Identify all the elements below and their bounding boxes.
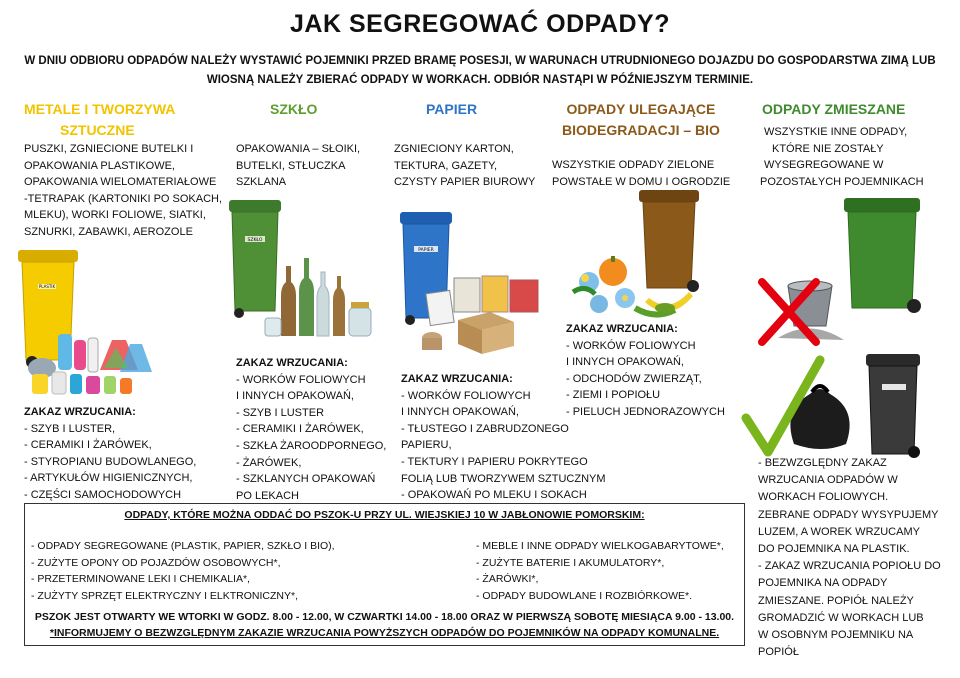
- zmieszane-note: GROMADZIĆ W WORKACH LUB: [758, 611, 924, 624]
- papier-zakaz-item: - WORKÓW FOLIOWYCH: [401, 389, 531, 402]
- metale-zakaz-item: - STYROPIANU BUDOWLANEGO,: [24, 455, 197, 468]
- heading-bio-line-1: ODPADY ULEGAJĄCE: [566, 101, 716, 117]
- szklo-zakaz-item: - WORKÓW FOLIOWYCH: [236, 373, 366, 386]
- bin-label-plastik: PLASTIK: [38, 284, 56, 289]
- zmieszane-note: - BEZWZGLĘDNY ZAKAZ: [758, 457, 887, 469]
- pszok-note: *INFORMUJEMY O BEZWZGLĘDNYM ZAKAZIE WRZUCANIA POWYŻSZYCH ODPADÓW DO POJEMNIKÓW NA ODPADY KOMUNALNE.: [49, 627, 720, 639]
- zmieszane-note: W OSOBNYM POJEMNIKU NA: [758, 629, 914, 642]
- bio-zakaz-item: - WORKÓW FOLIOWYCH: [566, 339, 696, 352]
- zmieszane-note: ZEBRANE ODPADY WYSYPUJEMY: [758, 508, 939, 521]
- zmieszane-note: DO POJEMNIKA NA PLASTIK.: [758, 543, 910, 556]
- szklo-item: BUTELKI, STŁUCZKA: [236, 159, 346, 172]
- zmieszane-note: POJEMNIKA NA ODPADY: [758, 577, 888, 590]
- pszok-item: - ODPADY BUDOWLANE I ROZBIÓRKOWE*.: [476, 590, 693, 603]
- metale-zakaz-item: - CZĘŚCI SAMOCHODOWYCH: [24, 488, 182, 501]
- papier-zakaz-item: - TŁUSTEGO I ZABRUDZONEGO: [401, 422, 569, 435]
- bio-item: WSZYSTKIE ODPADY ZIELONE: [552, 159, 715, 171]
- heading-metale-line-1: METALE I TWORZYWA: [24, 101, 176, 117]
- page-title: JAK SEGREGOWAĆ ODPADY?: [289, 10, 671, 38]
- pszok-item: - PRZETERMINOWANE LEKI I CHEMIKALIA*,: [31, 573, 250, 586]
- heading-szklo: SZKŁO: [270, 101, 318, 117]
- szklo-item: SZKLANA: [236, 176, 287, 189]
- papier-zakaz-item: FOLIĄ LUB TWORZYWEM SZTUCZNYM: [401, 472, 606, 485]
- szklo-zakaz-title: ZAKAZ WRZUCANIA:: [236, 357, 348, 369]
- papier-item: CZYSTY PAPIER BIUROWY: [394, 176, 536, 189]
- zmieszane-note: - ZAKAZ WRZUCANIA POPIOŁU DO: [758, 560, 941, 573]
- pszok-hours: PSZOK JEST OTWARTY WE WTORKI W GODZ. 8.00 - 12.00, W CZWARTKI 14.00 - 18.00 ORAZ W PIERWSZĄ SOBOTĘ MIESIĄCA 9.00 - 13.00.: [34, 611, 735, 623]
- cross-ash-icon: [758, 278, 848, 350]
- metale-zakaz-item: - ARTYKUŁÓW HIGIENICZNYCH,: [24, 472, 193, 485]
- metale-item: MLEKU), WORKI FOLIOWE, SIATKI,: [24, 209, 206, 222]
- glass-bottles-icon: [265, 258, 371, 336]
- szklo-zakaz-item: I INNYCH OPAKOWAŃ,: [236, 390, 354, 403]
- szklo-zakaz-item: PO LEKACH: [236, 489, 299, 502]
- green-mixed-bin-icon: [842, 196, 932, 316]
- heading-bio-line-2: BIODEGRADACJI – BIO: [562, 122, 720, 138]
- bio-zakaz-item: - PIELUCH JEDNORAZOWYCH: [566, 405, 725, 418]
- papier-zakaz-item: - OPAKOWAŃ PO MLEKU I SOKACH: [401, 489, 587, 502]
- metale-item: SZNURKI, ZABAWKI, AEROZOLE: [24, 225, 193, 238]
- zmieszane-notes: [758, 455, 941, 661]
- szklo-zakaz-item: - CERAMIKI I ŻARÓWEK,: [236, 423, 364, 436]
- metale-item: OPAKOWANIA PLASTIKOWE,: [24, 159, 175, 172]
- pszok-title: ODPADY, KTÓRE MOŻNA ODDAĆ DO PSZOK-U PRZY UL. WIEJSKIEJ 10 W JABŁONOWIE POMORSKIM:: [124, 509, 645, 521]
- intro-text: [20, 52, 940, 90]
- heading-zmieszane: ODPADY ZMIESZANE: [762, 101, 906, 117]
- heading-bio: [562, 99, 720, 141]
- metale-zakaz: [24, 404, 196, 504]
- szklo-zakaz-item: - ŻARÓWEK,: [236, 456, 302, 469]
- metale-item: OPAKOWANIA WIELOMATERIAŁOWE: [24, 176, 217, 189]
- bio-items: [552, 157, 730, 190]
- bio-zakaz-title: ZAKAZ WRZUCANIA:: [566, 323, 678, 335]
- papier-zakaz-item: I INNYCH OPAKOWAŃ,: [401, 406, 519, 419]
- papier-zakaz-title: ZAKAZ WRZUCANIA:: [401, 373, 513, 385]
- papier-items: [394, 141, 535, 191]
- pszok-item: - MEBLE I INNE ODPADY WIELKOGABARYTOWE*,: [476, 540, 724, 552]
- green-glass-bin-icon: [225, 196, 385, 346]
- pszok-right-list: [476, 538, 724, 605]
- szklo-item: OPAKOWANIA – SŁOIKI,: [236, 143, 361, 155]
- bin-label-papier: PAPIER: [418, 248, 434, 253]
- metale-item: -TETRAPAK (KARTONIKI PO SOKACH,: [24, 192, 223, 205]
- papier-item: ZGNIECIONY KARTON,: [394, 143, 514, 155]
- bio-zakaz-item: - ZIEMI I POPIOŁU: [566, 389, 661, 402]
- metale-item: PUSZKI, ZGNIECIONE BUTELKI I: [24, 143, 194, 155]
- pszok-item: - ŻARÓWKI*,: [476, 573, 539, 586]
- bio-zakaz: [566, 321, 725, 421]
- zmieszane-note: LUZEM, A WOREK WRZUCAMY: [758, 525, 920, 538]
- szklo-zakaz-item: - SZYB I LUSTER: [236, 406, 325, 419]
- szklo-zakaz-item: - SZKŁA ŻAROODPORNEGO,: [236, 439, 387, 452]
- zmieszane-items: [760, 124, 924, 190]
- yellow-bin-icon: [12, 240, 152, 400]
- metale-zakaz-item: - SZYB I LUSTER,: [24, 422, 116, 435]
- szklo-zakaz-item: - SZKLANYCH OPAKOWAŃ: [236, 473, 376, 486]
- pszok-item: - ZUŻYTE OPONY OD POJAZDÓW OSOBOWYCH*,: [31, 556, 281, 569]
- intro-line-1: W DNIU ODBIORU ODPADÓW NALEŻY WYSTAWIĆ POJEMNIKI PRZED BRAMĘ POSESJI, W WARUNACH UTRUDNIONEGO DOJAZDU DO GOSPODARSTWA ZIMĄ LUB: [24, 55, 936, 67]
- pszok-item: - ZUŻYTE BATERIE I AKUMULATORY*,: [476, 556, 665, 569]
- bio-item: POWSTAŁE W DOMU I OGRODZIE: [552, 175, 731, 188]
- zmieszane-item: POZOSTAŁYCH POJEMNIKACH: [760, 175, 924, 188]
- bio-zakaz-item: I INNYCH OPAKOWAŃ,: [566, 356, 684, 369]
- bio-zakaz-item: - ODCHODÓW ZWIERZĄT,: [566, 372, 702, 385]
- brown-bio-bin-icon: [565, 188, 725, 328]
- zmieszane-note: WRZUCANIA ODPADÓW W: [758, 474, 898, 487]
- pszok-item: - ODPADY SEGREGOWANE (PLASTIK, PAPIER, SZKŁO I BIO),: [31, 540, 335, 552]
- heading-metale-line-2: SZTUCZNE: [60, 122, 135, 138]
- heading-metale: [24, 99, 175, 141]
- metale-zakaz-title: ZAKAZ WRZUCANIA:: [24, 406, 136, 418]
- zmieszane-note: POPIÓŁ: [758, 646, 799, 659]
- pszok-item: - ZUŻYTY SPRZĘT ELEKTRYCZNY I ELKTRONICZNY*,: [31, 590, 299, 603]
- papier-zakaz-item: - TEKTURY I PAPIERU POKRYTEGO: [401, 455, 588, 468]
- zmieszane-item: WSZYSTKIE INNE ODPADY,: [764, 126, 908, 138]
- szklo-zakaz: [236, 355, 386, 504]
- zmieszane-note: ZMIESZANE. POPIÓŁ NALEŻY: [758, 594, 914, 607]
- metale-items: [24, 141, 222, 241]
- szklo-items: [236, 141, 360, 191]
- papier-zakaz-item: PAPIERU,: [401, 439, 452, 452]
- bin-label-szklo: SZKŁO: [247, 238, 263, 243]
- heading-papier: PAPIER: [426, 101, 478, 117]
- blue-paper-bin-icon: [398, 208, 548, 358]
- check-bag-bin-icon: [742, 350, 932, 462]
- zmieszane-item: KTÓRE NIE ZOSTAŁY: [772, 142, 884, 155]
- pszok-left-list: [31, 538, 335, 605]
- metale-zakaz-item: - CERAMIKI I ŻARÓWEK,: [24, 439, 152, 452]
- intro-line-2: WIOSNĄ NALEŻY ZBIERAĆ ODPADY W WORKACH. ODBIÓR NASTĄPI W PÓŹNIEJSZYM TERMINIE.: [206, 74, 754, 86]
- zmieszane-item: WYSEGREGOWANE W: [764, 159, 884, 172]
- zmieszane-note: WORKACH FOLIOWYCH.: [758, 491, 889, 504]
- papier-item: TEKTURA, GAZETY,: [394, 159, 498, 172]
